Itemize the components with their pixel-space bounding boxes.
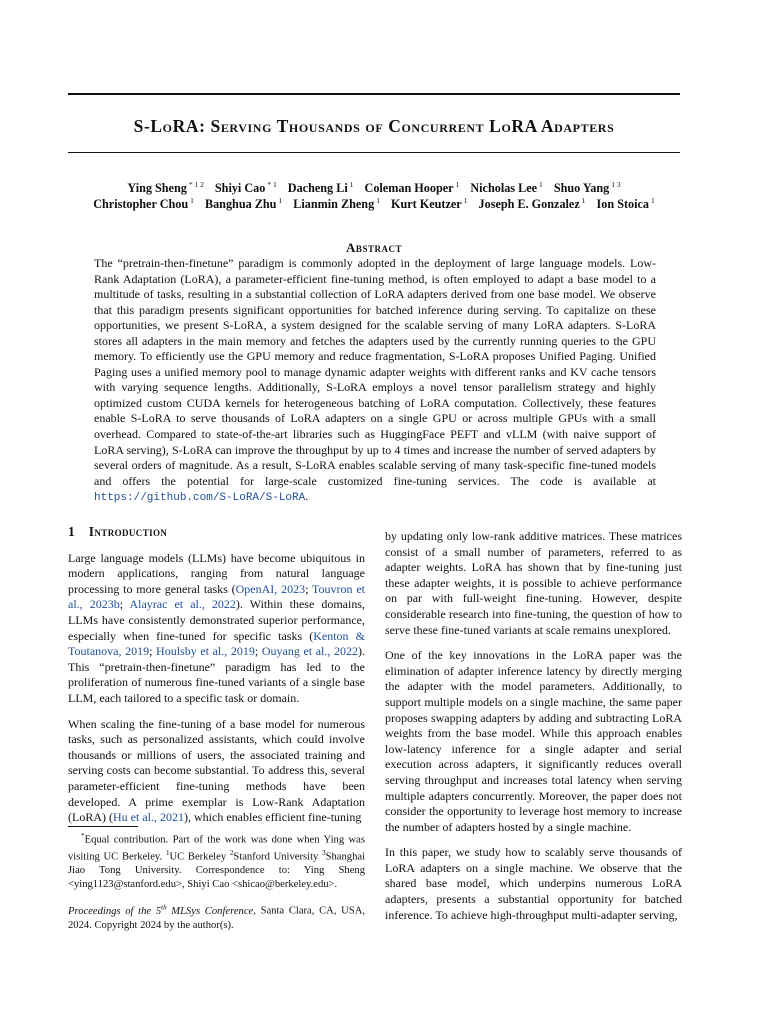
footnote-affiliations: *Equal contribution. Part of the work was done when Ying was visiting UC Berkeley. $^1$UC Berkeley $^2$Stanford University $^3$Shanghai Jiao Tong University. Correspondence to: Ying Sheng <ying1123@stanford.edu>, Shiyi Cao <shicao@berkeley.edu>. bbox=[68, 832, 366, 890]
citation-link[interactable]: Alayrac et al., 2022 bbox=[129, 597, 236, 612]
author: Shiyi Cao $^{* 1}$ bbox=[214, 180, 277, 195]
citation-link[interactable]: Houlsby et al., 2019 bbox=[156, 644, 255, 659]
section-title: Introduction bbox=[88, 524, 168, 539]
citation-link[interactable]: Ouyang et al., 2022 bbox=[261, 644, 358, 659]
author-list-line-2 bbox=[68, 196, 680, 212]
author: Ion Stoica $^1$ bbox=[596, 196, 655, 211]
intro-paragraph-4: One of the key innovations in the LoRA paper was the elimination of adapter inference latency by directly merging the adapter with the model parameters. Additionally, to support multiple models on a single machine, the same paper proposes swapping adapters by adding and subtracting LoRA weights from the base model. While this approach enables low-latency inference for a single adapter and serial execution across adapters, it significantly reduces overall serving throughput and increases total latency when serving multiple adapters concurrently. Moreover, the paper does not consider the opportunity to leverage host memory to increase the number of adapters hosted by a single machine. bbox=[385, 648, 682, 834]
abstract-end: . bbox=[305, 489, 309, 504]
section-heading-introduction bbox=[68, 524, 365, 540]
author: Dacheng Li $^1$ bbox=[287, 180, 354, 195]
abstract-body bbox=[94, 256, 656, 507]
abstract-heading: Abstract bbox=[346, 240, 402, 255]
citation-link[interactable]: Hu et al., 2021 bbox=[113, 810, 184, 825]
citation-link[interactable]: Touvron et al., 2023b bbox=[68, 581, 365, 612]
author: Nicholas Lee $^1$ bbox=[470, 180, 543, 195]
author: Joseph E. Gonzalez $^1$ bbox=[478, 196, 586, 211]
citation-link[interactable]: Kenton & Toutanova, 2019 bbox=[68, 628, 365, 659]
author-list-line-1 bbox=[68, 180, 680, 196]
top-rule bbox=[68, 93, 680, 95]
author: Lianmin Zheng $^1$ bbox=[293, 196, 380, 211]
author: Christopher Chou $^1$ bbox=[93, 196, 194, 211]
author: Kurt Keutzer $^1$ bbox=[390, 196, 468, 211]
footnotes bbox=[68, 826, 365, 932]
footnote-rule bbox=[68, 826, 138, 827]
right-column bbox=[385, 529, 682, 933]
citation-link[interactable]: OpenAI, 2023 bbox=[235, 581, 306, 596]
intro-paragraph-2: When scaling the fine-tuning of a base model for numerous tasks, such as personalized assistants, which could involve thousands or millions of users, the associated training and serving costs can become substantial. To address this, several parameter-efficient fine-tuning methods have been developed. A prime exemplar is Low-Rank Adaptation (LoRA) (Hu et al., 2021), which enables efficient fine-tuning bbox=[68, 716, 365, 825]
left-column bbox=[68, 524, 365, 836]
proceedings-note: Proceedings of the 5th MLSys Conference, Santa Clara, CA, USA, 2024. Copyright 2024 by the author(s). bbox=[68, 903, 365, 931]
author: Banghua Zhu $^1$ bbox=[204, 196, 283, 211]
code-link[interactable]: https://github.com/S-LoRA/S-LoRA bbox=[94, 492, 306, 505]
paper-title: S-LoRA: Serving Thousands of Concurrent LoRA Adapters bbox=[133, 116, 615, 136]
section-number: 1 bbox=[68, 524, 75, 539]
abstract-text: The “pretrain-then-finetune” paradigm is commonly adopted in the deployment of large language models. Low-Rank Adaptation (LoRA), a parameter-efficient fine-tuning method, is often employed to adapt a base model to a multitude of tasks, resulting in a substantial collection of LoRA adapters derived from one base model. We observe that this paradigm presents significant opportunities for batched inference during serving. To capitalize on these opportunities, we present S-LoRA, a system designed for the scalable serving of many LoRA adapters. S-LoRA stores all adapters in the main memory and fetches the adapters used by the currently running queries to the GPU memory. To efficiently use the GPU memory and reduce fragmentation, S-LoRA proposes Unified Paging. Unified Paging uses a unified memory pool to manage dynamic adapter weights with different ranks and KV cache tensors with varying sequence lengths. Additionally, S-LoRA employs a novel tensor parallelism strategy and highly optimized custom CUDA kernels for heterogeneous batching of LoRA computation. Collectively, these features enable S-LoRA to serve thousands of LoRA adapters on a single GPU or across multiple GPUs with a small overhead. Compared to state-of-the-art libraries such as HuggingFace PEFT and vLLM (with naive support of LoRA serving), S-LoRA can improve the throughput by up to 4 times and increase the number of served adapters by several orders of magnitude. As a result, S-LoRA enables scalable serving of many task-specific fine-tuned models and offers the potential for large-scale customized fine-tuning services. The code is available at bbox=[94, 256, 656, 488]
intro-paragraph-5: In this paper, we study how to scalably serve thousands of LoRA adapters on a single machine. We observe that the shared base model, which underpins numerous LoRA adapters, presents a substantial opportunity for batched inference. To achieve high-throughput multi-adapter serving, bbox=[385, 845, 682, 922]
author: Coleman Hooper $^1$ bbox=[364, 180, 460, 195]
intro-paragraph-3: by updating only low-rank additive matrices. These matrices consist of a small number of parameters, referred to as adapter weights. LoRA has shown that by fine-tuning just these adapter weights, it is possible to achieve performance on par with full-weight fine-tuning. However, despite considerable research into fine-tuning, the question of how to serve these fine-tuned variants at scale remains unexplored. bbox=[385, 529, 682, 637]
intro-paragraph-1: Large language models (LLMs) have become ubiquitous in modern applications, ranging from natural language processing to more general tasks (OpenAI, 2023; Touvron et al., 2023b; Alayrac et al., 2022). Within these domains, LLMs have consistently demonstrated superior performance, especially when fine-tuned for specific tasks (Kenton & Toutanova, 2019; Houlsby et al., 2019; Ouyang et al., 2022). This “pretrain-then-finetune” paradigm has led to the proliferation of numerous fine-tuned variants of a single base LLM, each tailored to a specific task or domain. bbox=[68, 550, 366, 705]
author: Shuo Yang $^{1 3}$ bbox=[553, 180, 621, 195]
title-bottom-rule bbox=[68, 152, 680, 153]
author: Ying Sheng $^{* 1 2}$ bbox=[127, 180, 204, 195]
